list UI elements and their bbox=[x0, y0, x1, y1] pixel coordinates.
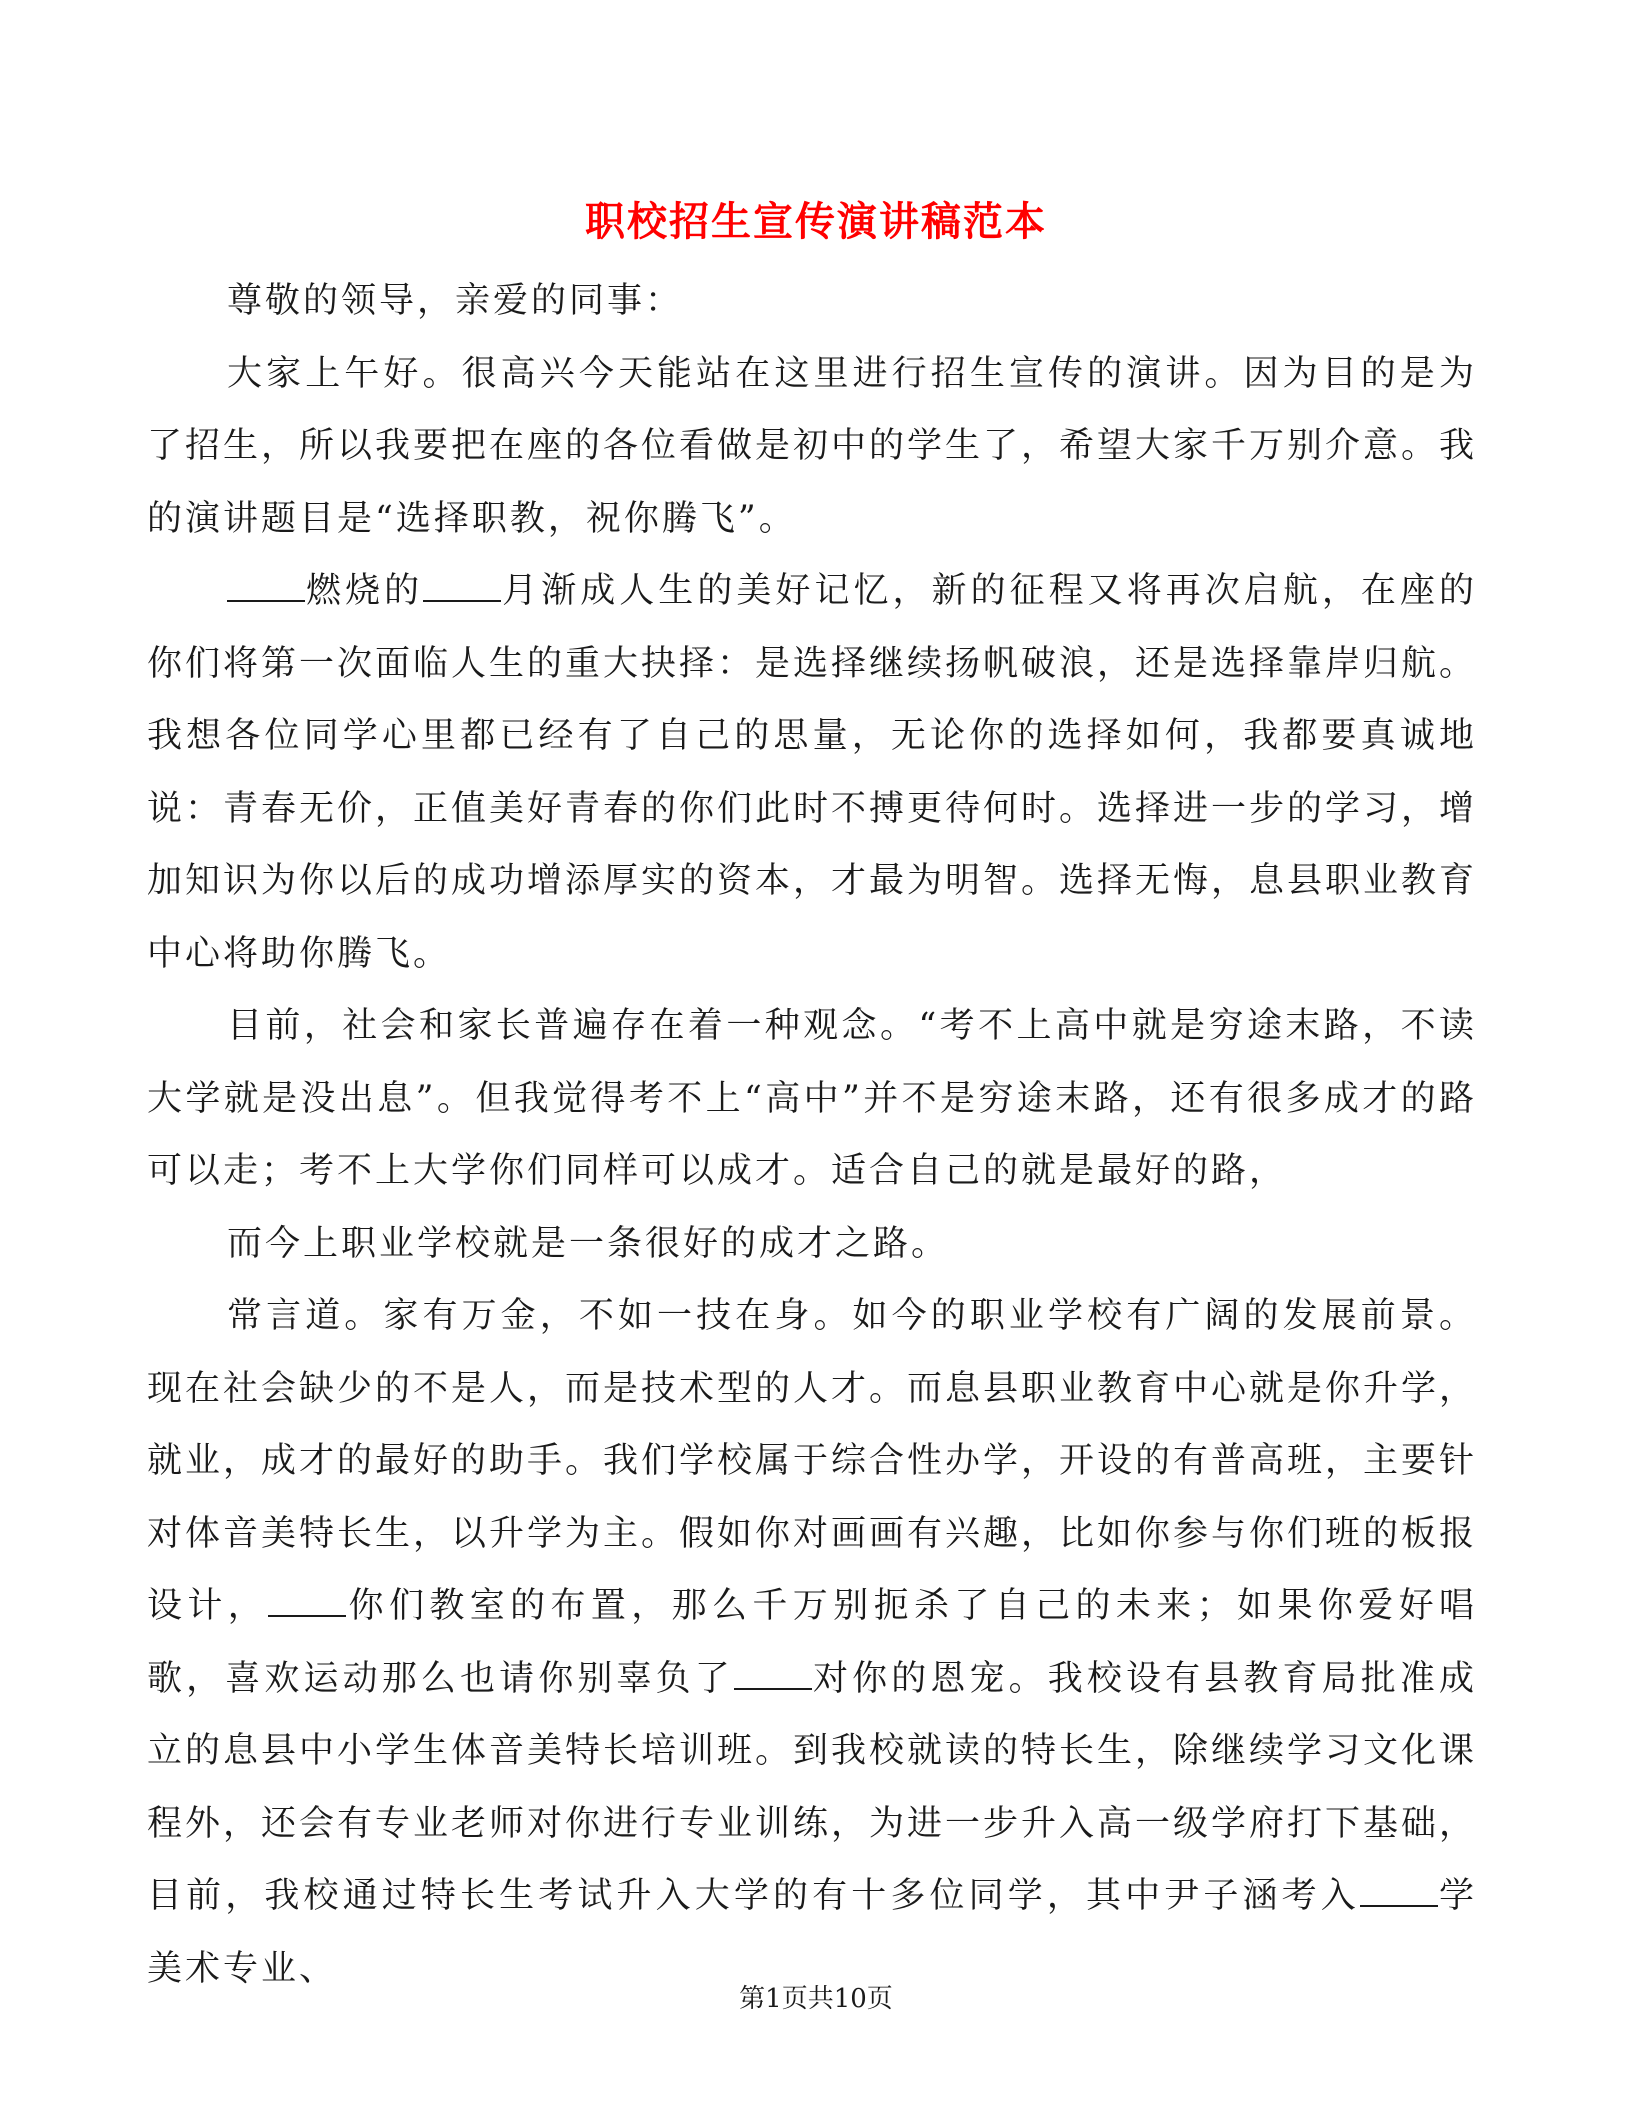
fill-in-blank bbox=[1360, 1875, 1438, 1907]
paragraph-choice bbox=[147, 555, 1477, 990]
paragraph-text: 月渐成人生的美好记忆，新的征程又将再次启航，在座的你们将第一次面临人生的重大抉择：是选择继续扬帆破浪，还是选择靠岸归航。我想各位同学心里都已经有了自己的思量，无论你的选择如何，我都要真诚地说：青春无价，正值美好青春的你们此时不搏更待何时。选择进一步的学习，增加知识为你以后的成功增添厚实的资本，才最为明智。选择无悔，息县职业教育中心将助你腾飞。 bbox=[147, 571, 1478, 974]
fill-in-blank bbox=[423, 570, 501, 602]
fill-in-blank bbox=[227, 570, 305, 602]
paragraph-text: 大家上午好。很高兴今天能站在这里进行招生宣传的演讲。因为目的是为了招生，所以我要把在座的各位看做是初中的学生了，希望大家千万别介意。我的演讲题目是“选择职教，祝你腾飞”。 bbox=[147, 353, 1478, 539]
document-title: 职校招生宣传演讲稿范本 bbox=[585, 198, 1047, 245]
paragraph-text: 对你的恩宠。我校设有县教育局批准成立的息县中小学生体音美特长培训班。到我校就读的特长生，除继续学习文化课程外，还会有专业老师对你进行专业训练，为进一步升入高一级学府打下基础，目前，我校通过特长生考试升入大学的有十多位同学，其中尹子涵考入 bbox=[147, 1658, 1478, 1916]
fill-in-blank bbox=[268, 1585, 346, 1617]
paragraph-text: 学美术专业、 bbox=[147, 1876, 1477, 1989]
page-number-footer: 第1页共10页 bbox=[739, 1984, 893, 2014]
paragraph-text: 燃烧的 bbox=[305, 571, 424, 611]
paragraph-text: 目前，社会和家长普遍存在着一种观念。“考不上高中就是穷途末路，不读大学就是没出息”。但我觉得考不上“高中”并不是穷途末路，还有很多成才的路可以走；考不上大学你们同样可以成才。适合自己的就是最好的路， bbox=[147, 1006, 1477, 1191]
paragraph-school-intro bbox=[147, 1280, 1477, 2005]
fill-in-blank bbox=[734, 1658, 812, 1690]
paragraph-greeting bbox=[147, 338, 1477, 556]
paragraph-text: 你们教室的布置，那么千万别扼杀了自己的未来；如果你爱好唱歌，喜欢运动那么也请你别辜负了 bbox=[147, 1586, 1477, 1699]
paragraph-social-view bbox=[147, 990, 1477, 1208]
paragraph-text: 常言道。家有万金，不如一技在身。如今的职业学校有广阔的发展前景。现在社会缺少的不是人，而是技术型的人才。而息县职业教育中心就是你升学，就业，成才的最好的助手。我们学校属于综合性办学，开设的有普高班，主要针对体音美特长生，以升学为主。假如你对画画有兴趣，比如你参与你们班的板报设计， bbox=[147, 1296, 1478, 1626]
paragraph-text: 尊敬的领导，亲爱的同事： bbox=[227, 281, 684, 321]
paragraph-text: 而今上职业学校就是一条很好的成才之路。 bbox=[227, 1223, 950, 1264]
document-body bbox=[147, 265, 1477, 2005]
paragraph-salutation bbox=[147, 265, 1477, 338]
paragraph-vocational-path bbox=[147, 1208, 1477, 1281]
